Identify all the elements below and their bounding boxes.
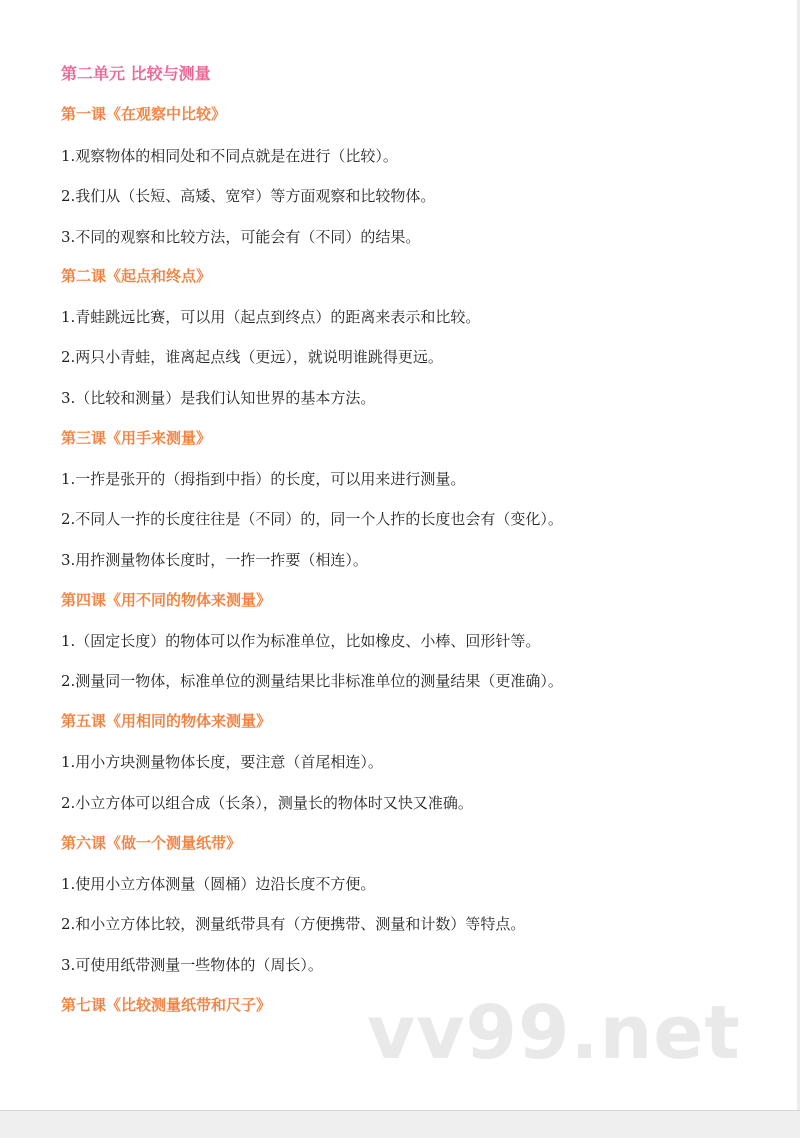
lesson-3-item-1: 1.一拃是张开的（拇指到中指）的长度，可以用来进行测量。	[61, 470, 466, 488]
lesson-3-item-3: 3.用拃测量物体长度时，一拃一拃要（相连）。	[61, 551, 368, 569]
lesson-2-item-2: 2.两只小青蛙，谁离起点线（更远），就说明谁跳得更远。	[61, 348, 443, 366]
watermark-text: vv99.net	[367, 990, 741, 1076]
lesson-5-item-1: 1.用小方块测量物体长度，要注意（首尾相连）。	[61, 753, 383, 771]
unit-title: 第二单元 比较与测量	[61, 64, 211, 83]
lesson-4-title: 第四课《用不同的物体来测量》	[61, 591, 272, 609]
lesson-6-item-3: 3.可使用纸带测量一些物体的（周长）。	[61, 956, 323, 974]
lesson-1-title: 第一课《在观察中比较》	[61, 105, 227, 123]
lesson-4-item-1: 1.（固定长度）的物体可以作为标准单位，比如橡皮、小棒、回形针等。	[61, 632, 541, 650]
lesson-7-title: 第七课《比较测量纸带和尺子》	[61, 996, 272, 1014]
lesson-5-item-2: 2.小立方体可以组合成（长条），测量长的物体时又快又准确。	[61, 794, 473, 812]
lesson-6-item-1: 1.使用小立方体测量（圆桶）边沿长度不方便。	[61, 875, 376, 893]
lesson-3-item-2: 2.不同人一拃的长度往往是（不同）的，同一个人拃的长度也会有（变化）。	[61, 510, 563, 528]
lesson-3-title: 第三课《用手来测量》	[61, 429, 212, 447]
lesson-6-item-2: 2.和小立方体比较，测量纸带具有（方便携带、测量和计数）等特点。	[61, 915, 526, 933]
lesson-1-item-2: 2.我们从（长短、高矮、宽窄）等方面观察和比较物体。	[61, 187, 436, 205]
lesson-2-title: 第二课《起点和终点》	[61, 267, 212, 285]
lesson-2-item-3: 3.（比较和测量）是我们认知世界的基本方法。	[61, 389, 376, 407]
viewer-bottom-bar	[0, 1110, 800, 1138]
lesson-5-title: 第五课《用相同的物体来测量》	[61, 712, 272, 730]
lesson-1-item-3: 3.不同的观察和比较方法，可能会有（不同）的结果。	[61, 228, 421, 246]
lesson-6-title: 第六课《做一个测量纸带》	[61, 834, 242, 852]
lesson-1-item-1: 1.观察物体的相同处和不同点就是在进行（比较）。	[61, 147, 398, 165]
lesson-2-item-1: 1.青蛙跳远比赛，可以用（起点到终点）的距离来表示和比较。	[61, 308, 481, 326]
lesson-4-item-2: 2.测量同一物体，标准单位的测量结果比非标准单位的测量结果（更准确）。	[61, 672, 563, 690]
